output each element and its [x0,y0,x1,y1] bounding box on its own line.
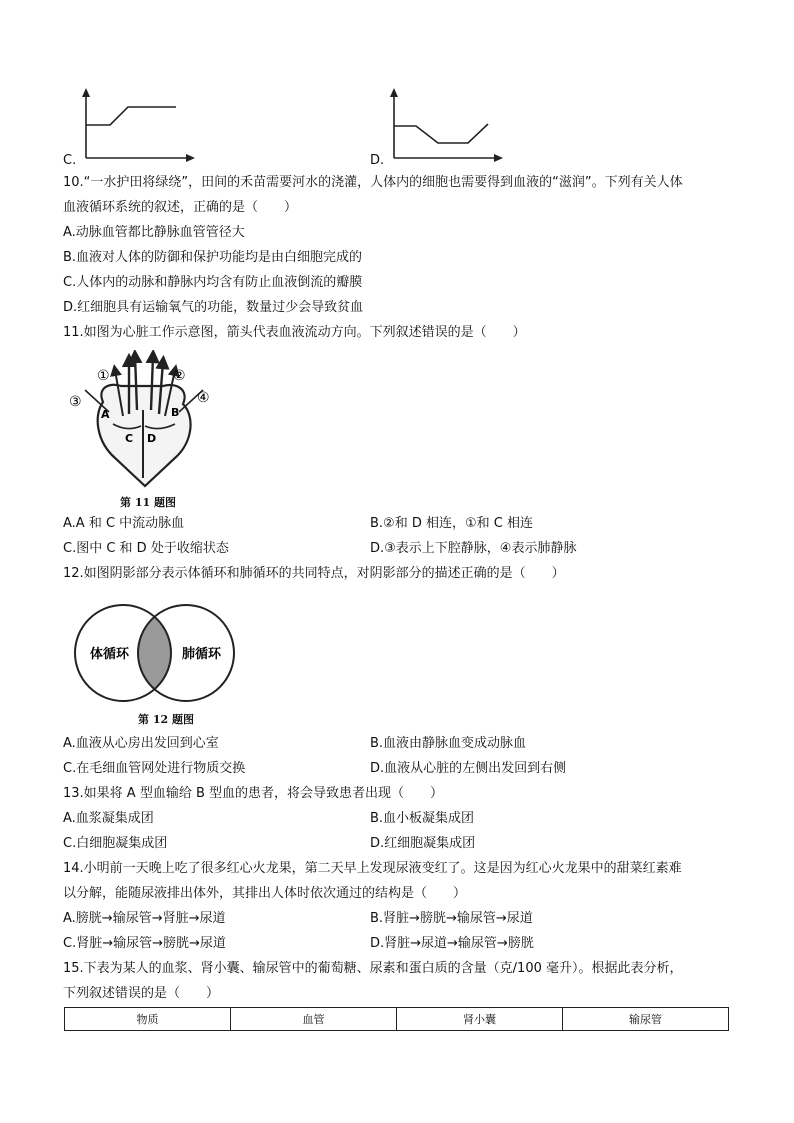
option-d-label: D. [370,153,385,168]
q13-stem: 13.如果将 A 型血输给 B 型血的患者，将会导致患者出现（ ） [63,786,444,801]
label-circled-2: ② [173,368,186,384]
q10-option-d: D.红细胞具有运输氧气的功能，数量过少会导致贫血 [63,300,364,315]
q13-option-b: B.血小板凝集成团 [370,811,475,826]
q11-figure-caption: 第 11 题图 [120,496,176,509]
label-circled-1: ① [97,368,110,384]
q14-option-c: C.肾脏→输尿管→膀胱→尿道 [63,936,226,951]
heart-diagram [63,350,223,490]
q10-stem-line2: 血液循环系统的叙述，正确的是（ ） [63,200,298,215]
option-c-label: C. [63,153,77,168]
q12-stem: 12.如图阴影部分表示体循环和肺循环的共同特点，对阴影部分的描述正确的是（ ） [63,566,565,581]
q13-option-c: C.白细胞凝集成团 [63,836,168,851]
q10-option-a: A.动脉血管都比静脉血管管径大 [63,225,245,240]
q11-option-c: C.图中 C 和 D 处于收缩状态 [63,541,229,556]
q15-stem-line1: 15.下表为某人的血浆、肾小囊、输尿管中的葡萄糖、尿素和蛋白质的含量（克/100 毫升）。根据此表分析， [63,961,683,976]
q14-option-a: A.膀胱→输尿管→肾脏→尿道 [63,911,226,926]
q10-option-c: C.人体内的动脉和静脉内均含有防止血液倒流的瓣膜 [63,275,363,290]
q10-option-b: B.血液对人体的防御和保护功能均是由白细胞完成的 [63,250,363,265]
label-c: C [125,432,134,445]
q11-option-d: D.③表示上下腔静脉，④表示肺静脉 [370,541,577,556]
label-b: B [171,406,180,419]
q14-stem-line1: 14.小明前一天晚上吃了很多红心火龙果，第二天早上发现尿液变红了。这是因为红心火龙果中的甜菜红素难 [63,861,682,876]
q11-option-a: A.A 和 C 中流动脉血 [63,516,185,531]
label-circled-3: ③ [69,394,82,410]
table-header-cell: 物质 [65,1008,231,1031]
venn-left-label: 体循环 [90,647,130,662]
q14-stem-line2: 以分解，能随尿液排出体外，其排出人体时依次通过的结构是（ ） [63,886,467,901]
label-d: D [147,432,157,445]
q13-option-a: A.血浆凝集成团 [63,811,154,826]
q11-option-b: B.②和 D 相连，①和 C 相连 [370,516,533,531]
table-header-row [65,1008,729,1031]
venn-diagram [66,600,246,710]
q14-option-b: B.肾脏→膀胱→输尿管→尿道 [370,911,533,926]
label-a: A [101,408,110,421]
q11-stem: 11.如图为心脏工作示意图，箭头代表血液流动方向。下列叙述错误的是（ ） [63,325,526,340]
q12-option-d: D.血液从心脏的左侧出发回到右侧 [370,761,567,776]
q10-stem-line1: 10.“一水护田将绿绕”，田间的禾苗需要河水的浇灌，人体内的细胞也需要得到血液的“滋润”。下列有关人体 [63,175,683,190]
q12-option-c: C.在毛细血管网处进行物质交换 [63,761,246,776]
q12-figure-caption: 第 12 题图 [138,713,194,726]
table-header-cell: 输尿管 [563,1008,729,1031]
table-header-cell: 血管 [231,1008,397,1031]
q15-table [64,1007,729,1031]
q12-option-a: A.血液从心房出发回到心室 [63,736,219,751]
q13-option-d: D.红细胞凝集成团 [370,836,476,851]
q12-option-b: B.血液由静脉血变成动脉血 [370,736,527,751]
graph-d [386,88,506,163]
graph-c [78,88,198,163]
q15-stem-line2: 下列叙述错误的是（ ） [63,986,220,1001]
venn-right-label: 肺循环 [182,647,222,662]
table-header-cell: 肾小囊 [397,1008,563,1031]
q14-option-d: D.肾脏→尿道→输尿管→膀胱 [370,936,534,951]
label-circled-4: ④ [197,390,210,406]
